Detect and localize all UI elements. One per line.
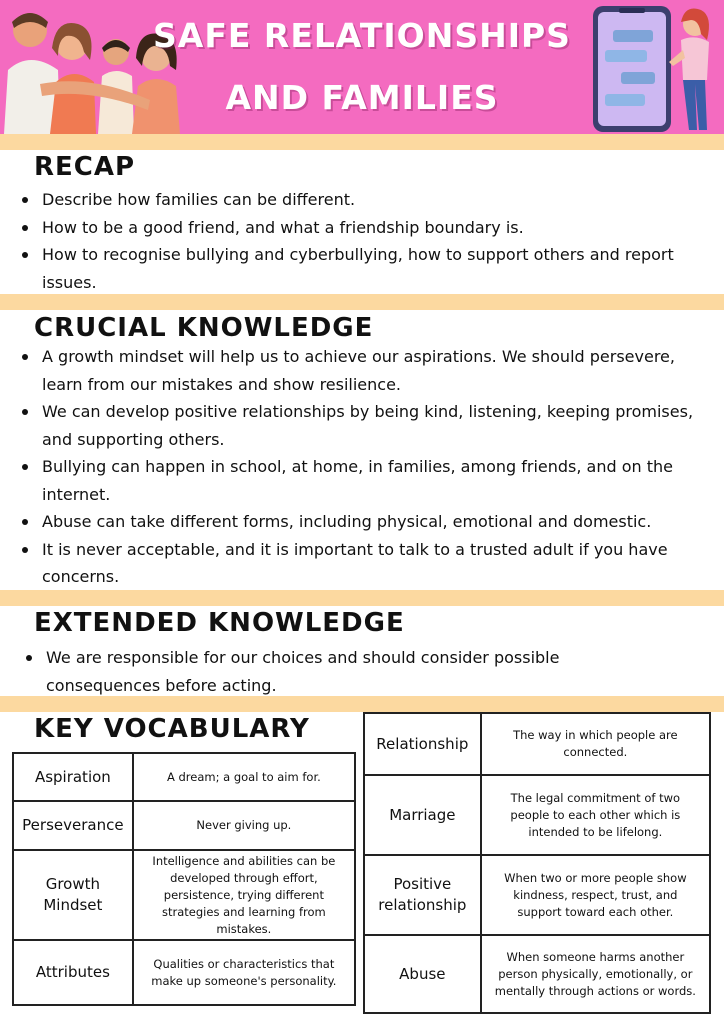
vocab-term: Positive relationship — [364, 855, 481, 935]
table-row — [364, 935, 710, 1013]
crucial-knowledge-heading: CRUCIAL KNOWLEDGE — [34, 313, 374, 343]
list-item: Abuse can take different forms, including physical, emotional and domestic. — [42, 508, 712, 536]
key-vocabulary-heading: KEY VOCABULARY — [34, 714, 310, 744]
vocab-definition: Intelligence and abilities can be developed through effort, persistence, trying different strategies and learning from mistakes. — [133, 850, 355, 940]
section-divider — [0, 134, 724, 150]
list-item: How to be a good friend, and what a friendship boundary is. — [42, 214, 702, 242]
vocab-definition: When two or more people show kindness, respect, trust, and support toward each other. — [481, 855, 710, 935]
vocab-term: Abuse — [364, 935, 481, 1013]
section-divider — [0, 294, 724, 310]
recap-heading: RECAP — [34, 152, 136, 182]
vocabulary-table-left — [12, 752, 356, 1006]
list-item: A growth mindset will help us to achieve our aspirations. We should persevere, learn from our mistakes and show resilience. — [42, 343, 712, 398]
vocab-term: Aspiration — [13, 753, 133, 801]
extended-knowledge-list — [46, 644, 666, 699]
vocab-term: Relationship — [364, 713, 481, 775]
vocab-term: Marriage — [364, 775, 481, 855]
vocab-definition: When someone harms another person physically, emotionally, or mentally through actions or words. — [481, 935, 710, 1013]
vocab-term: Perseverance — [13, 801, 133, 850]
vocab-definition: Qualities or characteristics that make up someone's personality. — [133, 940, 355, 1005]
vocab-term: Growth Mindset — [13, 850, 133, 940]
table-row — [13, 940, 355, 1005]
vocab-definition: Never giving up. — [133, 801, 355, 850]
list-item: We are responsible for our choices and should consider possible consequences before acting. — [46, 644, 666, 699]
table-row — [364, 775, 710, 855]
phone-messaging-illustration — [585, 0, 724, 134]
recap-list — [42, 186, 702, 296]
section-divider — [0, 590, 724, 606]
section-divider — [0, 696, 724, 712]
table-row — [13, 753, 355, 801]
vocabulary-table-right — [363, 712, 711, 1014]
header-banner — [0, 0, 724, 134]
extended-knowledge-heading: EXTENDED KNOWLEDGE — [34, 608, 405, 638]
table-row — [13, 850, 355, 940]
list-item: Bullying can happen in school, at home, in families, among friends, and on the internet. — [42, 453, 712, 508]
table-row — [364, 713, 710, 775]
vocab-definition: The way in which people are connected. — [481, 713, 710, 775]
page-title-line1: SAFE RELATIONSHIPS — [153, 16, 571, 55]
list-item: How to recognise bullying and cyberbullying, how to support others and report issues. — [42, 241, 702, 296]
vocab-definition: The legal commitment of two people to each other which is intended to be lifelong. — [481, 775, 710, 855]
table-row — [364, 855, 710, 935]
vocab-term: Attributes — [13, 940, 133, 1005]
page-title-line2: AND FAMILIES — [225, 78, 499, 117]
vocab-definition: A dream; a goal to aim for. — [133, 753, 355, 801]
list-item: We can develop positive relationships by being kind, listening, keeping promises, and supporting others. — [42, 398, 712, 453]
list-item: Describe how families can be different. — [42, 186, 702, 214]
crucial-knowledge-list — [42, 343, 712, 591]
list-item: It is never acceptable, and it is important to talk to a trusted adult if you have concerns. — [42, 536, 712, 591]
table-row — [13, 801, 355, 850]
